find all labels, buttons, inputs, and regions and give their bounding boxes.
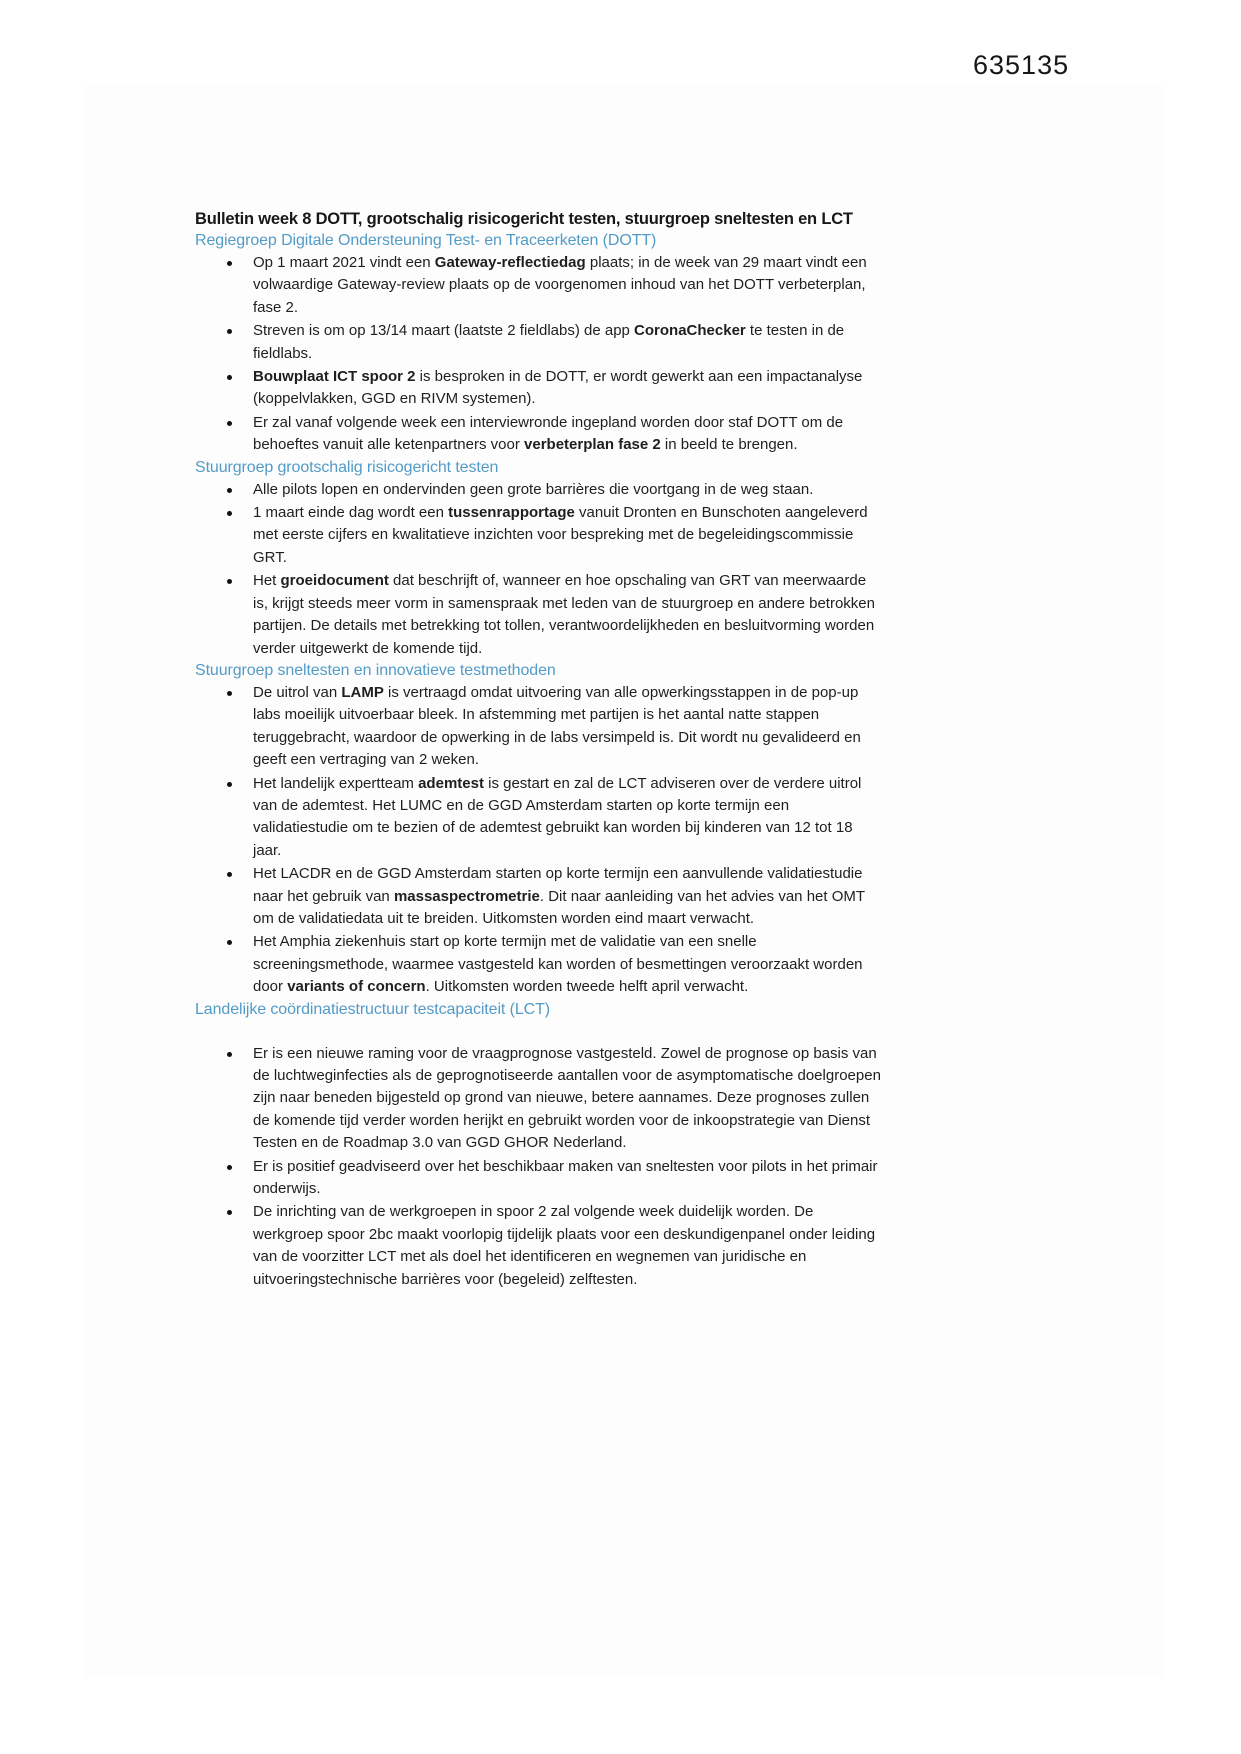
bullet-item — [253, 412, 885, 457]
bullet-list — [195, 252, 885, 457]
text-run: . Dit naar aanleiding van het advies van het OMT om de validatiedata uit te breiden. Uitkomsten worden eind maart verwacht. — [253, 887, 865, 927]
document-section — [195, 1001, 885, 1291]
text-run: Er is een nieuwe raming voor de vraagprognose vastgesteld. Zowel de prognose op basis van de luchtweginfecties als de geprognotiseerde aantallen voor de asymptomatische doelgroepen zijn naar beneden bijgesteld op grond van nieuwe, betere aannames. Deze prognoses zullen de komende tijd verder worden herijkt en gebruikt worden voor de inkoopstrategie van Dienst Testen en de Roadmap 3.0 van GGD GHOR Nederland. — [253, 1044, 881, 1152]
text-run: 1 maart einde dag wordt een — [253, 504, 449, 522]
bold-text-run: CoronaChecker — [634, 322, 746, 340]
text-run: Er is positief geadviseerd over het beschikbaar maken van sneltesten voor pilots in het primair onderwijs. — [253, 1157, 878, 1198]
bold-text-run: Bouwplaat ICT spoor 2 — [253, 368, 416, 386]
section-heading: Regiegroep Digitale Ondersteuning Test- en Traceerketen (DOTT) — [195, 232, 657, 249]
bullet-item — [253, 863, 885, 930]
bullet-list — [195, 1021, 885, 1291]
bullet-list — [195, 682, 885, 999]
document-section — [195, 232, 885, 457]
section-heading: Stuurgroep grootschalig risicogericht testen — [195, 458, 499, 476]
bullet-item — [253, 1156, 885, 1201]
text-run: dat beschrijft of, wanneer en hoe opschaling van GRT van meerwaarde is, krijgt steeds meer vorm in samenspraak met leden van de stuurgroep en andere betrokken partijen. De details met betrekking tot tollen, verantwoordelijkheden en besluitvorming worden verder uitgewerkt de komende tijd. — [253, 572, 875, 657]
bullet-item — [253, 1201, 885, 1291]
bullet-item — [253, 1043, 885, 1155]
bold-text-run: variants of concern — [287, 978, 426, 996]
bullet-item — [253, 931, 885, 998]
text-run: Alle pilots lopen en ondervinden geen grote barrières die voortgang in de weg staan. — [253, 480, 814, 498]
text-run: plaats; in de week van 29 maart vindt een volwaardige Gateway-review plaats op de voorgenomen inhoud van het DOTT verbeterplan, fase 2. — [253, 254, 867, 316]
bullet-item — [253, 479, 885, 501]
bold-text-run: tussenrapportage — [448, 504, 575, 522]
text-run: Streven is om op 13/14 maart (laatste 2 fieldlabs) de app — [253, 322, 635, 340]
text-run: in beeld te brengen. — [660, 436, 798, 454]
document-title: Bulletin week 8 DOTT, grootschalig risicogericht testen, stuurgroep sneltesten en LCT — [195, 210, 853, 228]
section-heading: Landelijke coördinatiestructuur testcapaciteit (LCT) — [195, 1000, 550, 1018]
text-run: Er zal vanaf volgende week een interviewronde ingepland worden door staf DOTT om de behoeftes vanuit alle ketenpartners voor — [253, 413, 844, 454]
bullet-item — [253, 366, 885, 411]
text-run: is vertraagd omdat uitvoering van alle opwerkingsstappen in de pop-up labs moeilijk uitvoerbaar bleek. In afstemming met partijen is het aantal natte stappen teruggebracht, waardoor de opwerking in de labs versimpeld is. Dit wordt nu gevalideerd en geeft een vertraging van 2 weken. — [253, 683, 861, 769]
text-run: te testen in de fieldlabs. — [253, 322, 845, 362]
text-run: Het Amphia ziekenhuis start op korte termijn met de validatie van een snelle screeningsmethode, waarmee vastgesteld kan worden of besmettingen veroorzaakt worden door — [253, 933, 863, 996]
text-run: Op 1 maart 2021 vindt een — [253, 254, 435, 271]
bullet-list — [195, 479, 885, 660]
bold-text-run: ademtest — [418, 774, 484, 792]
bullet-item — [253, 682, 885, 772]
text-run: is gestart en zal de LCT adviseren over de verdere uitrol van de ademtest. Het LUMC en de GGD Amsterdam starten op korte termijn een validatiestudie om te bezien of de ademtest gebruikt kan worden bij kinderen van 12 tot 18 jaar. — [253, 774, 862, 859]
bullet-item — [253, 252, 885, 319]
text-run: Het — [253, 572, 281, 590]
document-number: 635135 — [973, 50, 1070, 80]
sections — [195, 232, 885, 1291]
text-run: De inrichting van de werkgroepen in spoor 2 zal volgende week duidelijk worden. De werkgroep spoor 2bc maakt voorlopig tijdelijk plaats voor een deskundigenpanel onder leiding van de voorzitter LCT met als doel het identificeren en wegnemen van juridische en uitvoeringstechnische barrières voor (begeleid) zelftesten. — [253, 1203, 876, 1288]
document-section — [195, 459, 885, 660]
document-section — [195, 662, 885, 999]
bullet-item — [253, 570, 885, 660]
bold-text-run: Gateway-reflectiedag — [434, 254, 586, 271]
bold-text-run: massaspectrometrie — [393, 887, 540, 905]
text-run: De uitrol van — [253, 683, 342, 701]
text-run: Het LACDR en de GGD Amsterdam starten op korte termijn een aanvullende validatiestudie naar het gebruik van — [253, 865, 863, 905]
bold-text-run: verbeterplan fase 2 — [524, 436, 661, 454]
bullet-item — [253, 773, 885, 863]
text-run: is besproken in de DOTT, er wordt gewerkt aan een impactanalyse (koppelvlakken, GGD en RIVM systemen). — [253, 368, 863, 408]
text-run: . Uitkomsten worden tweede helft april verwacht. — [425, 978, 749, 996]
bold-text-run: groeidocument — [280, 572, 389, 590]
text-run: vanuit Dronten en Bunschoten aangeleverd met eerste cijfers en kwalitatieve inzichten voor bespreking met de begeleidingscommissie GRT. — [253, 504, 868, 566]
bullet-item — [253, 502, 885, 569]
bold-text-run: LAMP — [341, 683, 384, 701]
bullet-item — [253, 320, 885, 365]
text-run: Het landelijk expertteam — [253, 774, 419, 792]
section-heading: Stuurgroep sneltesten en innovatieve testmethoden — [195, 661, 556, 679]
document-body — [195, 210, 885, 1293]
